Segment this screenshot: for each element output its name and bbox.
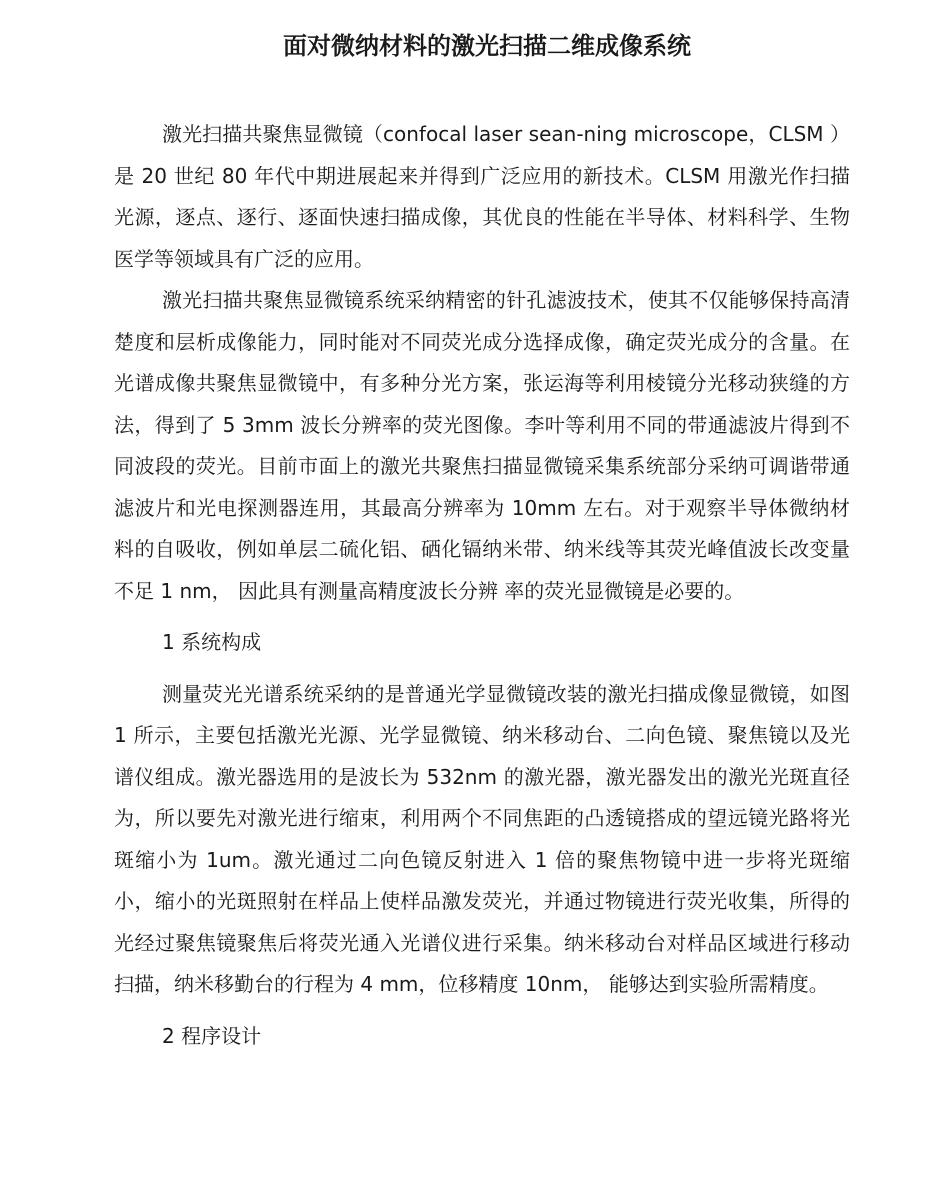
spacer (114, 664, 850, 674)
spacer (114, 1006, 850, 1016)
section-1-paragraph: 测量荧光光谱系统采纳的是普通光学显微镜改装的激光扫描成像显微镜，如图 1 所示，主要包括激光光源、光学显微镜、纳米移动台、二向色镜、聚焦镜以及光谱仪组成。激光器选用的是波长为 532nm 的激光器，激光器发出的激光光斑直径为，所以要先对激光进行缩束，利用两个不同焦距的凸透镜搭成的望远镜光路将光斑缩小为 1um。激光通过二向色镜反射进入 1 倍的聚焦物镜中进一步将光斑缩小，缩小的光斑照射在样品上使样品激发荧光，并通过物镜进行荧光收集，所得的光经过聚焦镜聚焦后将荧光通入光谱仪进行采集。纳米移动台对样品区域进行移动扫描，纳米移勤台的行程为 4 mm，位移精度 10nm， 能够达到实验所需精度。 (114, 681, 850, 996)
intro-paragraph: 激光扫描共聚焦显微镜（confocal laser sean-ning microscope，CLSM ）是 20 世纪 80 年代中期进展起来并得到广泛应用的新技术。CLSM 用激光作扫描光源，逐点、逐行、逐面快速扫描成像，其优良的性能在半导体、材料科学、生物医学等领域具有广泛的应用。 (114, 122, 850, 271)
spacer (114, 612, 850, 622)
document-title: 面对微纳材料的激光扫描二维成像系统 (283, 32, 691, 60)
section-heading-1: 1 系统构成 (162, 630, 262, 654)
body-paragraph: 激光扫描共聚焦显微镜系统采纳精密的针孔滤波技术，使其不仅能够保持高清楚度和层析成像能力，同时能对不同荧光成分选择成像，确定荧光成分的含量。在光谱成像共聚焦显微镜中，有多种分光方案，张运海等利用棱镜分光移动狭缝的方法，得到了 5 3mm 波长分辨率的荧光图像。李叶等利用不同的带通滤波片得到不同波段的荧光。目前市面上的激光共聚焦扫描显微镜采集系统部分采纳可调谐带通滤波片和光电探测器连用，其最高分辨率为 10mm 左右。对于观察半导体微纳材料的自吸收，例如单层二硫化铝、硒化镉纳米带、纳米线等其荧光峰值波长改变量不足 1 nm， 因此具有测量高精度波长分辨 率的荧光显微镜是必要的。 (114, 288, 850, 603)
section-heading-2: 2 程序设计 (162, 1023, 262, 1048)
